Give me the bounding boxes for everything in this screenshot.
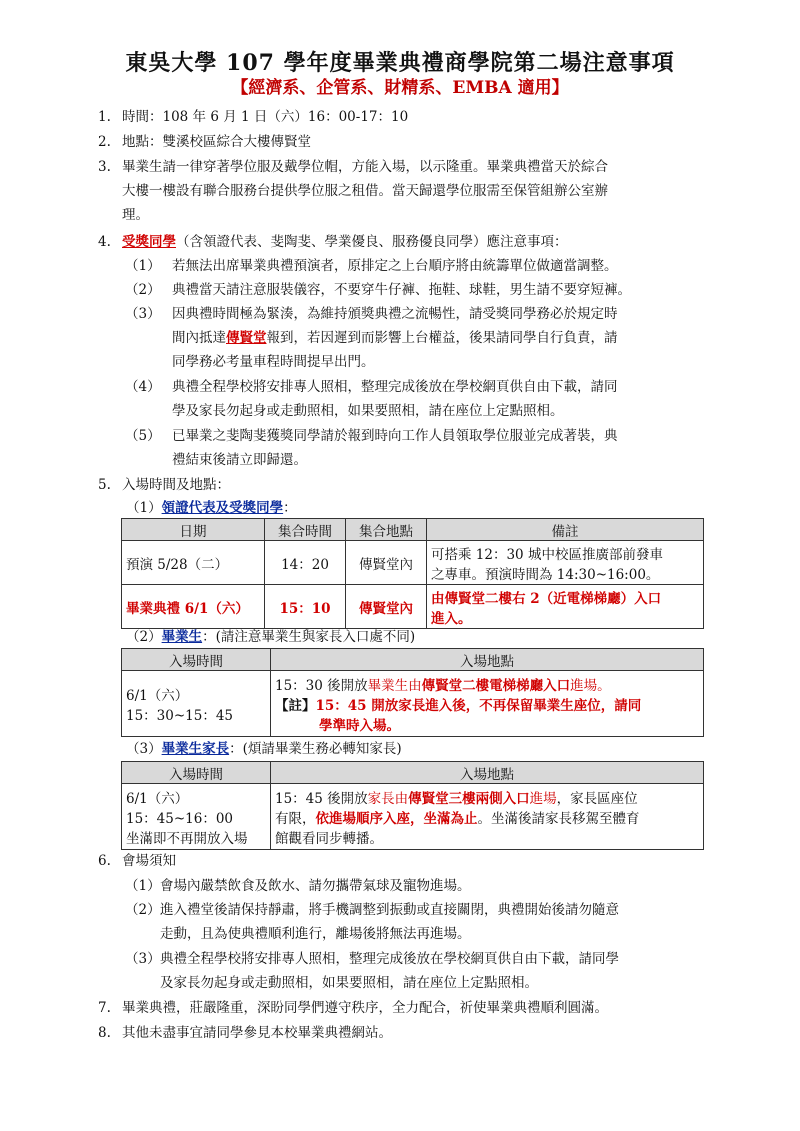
entrance-highlight: 傳賢堂二樓電梯梯廳入口 — [421, 677, 571, 694]
parent-table — [121, 761, 704, 850]
place-part: ，家長區座位 — [556, 790, 638, 807]
section-number: （1） — [126, 500, 162, 516]
sub-number: （1） — [125, 878, 161, 894]
sub-number: （1） — [125, 258, 161, 274]
item-number: 2. — [98, 134, 111, 150]
page-title: 東吳大學 107 學年度畢業典禮商學院第二場注意事項 — [125, 50, 675, 76]
note-line: 由傳賢堂二樓右 2（近電梯梯廳）入口 — [431, 590, 662, 607]
sub-text: 走動，且為使典禮順利進行，離場後將無法再進場。 — [160, 926, 471, 942]
sub-text: 已畢業之斐陶斐獲獎同學請於報到時向工作人員領取學位服並完成著裝，典 — [172, 428, 618, 444]
item-number: 1. — [98, 109, 111, 125]
row-date: 預演 5/28（二） — [122, 541, 265, 585]
table-row — [122, 541, 704, 585]
graduate-table — [121, 648, 704, 737]
sub-text: 進入禮堂後請保持靜肅，將手機調整到振動或直接關閉，典禮開始後請勿隨意 — [160, 902, 619, 918]
page-subtitle: 【經濟系、企管系、財精系、EMBA 適用】 — [231, 78, 569, 98]
item-number: 8. — [98, 1025, 111, 1041]
place-line — [275, 694, 699, 714]
sub-text: 學及家長勿起身或走動照相，如果要照相，請在座位上定點照相。 — [172, 403, 564, 419]
warning-text: 學準時入場。 — [319, 717, 400, 734]
note-line: 之專車。預演時間為 14:30~16:00。 — [431, 566, 660, 583]
col-entry-place: 入場地點 — [271, 762, 704, 784]
table-row — [122, 585, 704, 629]
sub-text: 禮結束後請立即歸還。 — [172, 452, 307, 468]
sub-number: （3） — [125, 306, 161, 322]
table-row — [122, 784, 704, 850]
awardee-label: 受獎同學 — [122, 234, 176, 250]
note-line: 進入。 — [431, 610, 472, 627]
warning-text: 15：45 開放家長進入後，不再保留畢業生座位，請同 — [315, 697, 642, 714]
row-date: 畢業典禮 6/1（六） — [122, 585, 265, 629]
sub-text: 若無法出席畢業典禮預演者，原排定之上台順序將由統籌單位做適當調整。 — [172, 258, 618, 274]
item-gown-line: 理。 — [122, 207, 149, 223]
sub-text-part: 間內抵達 — [172, 330, 226, 346]
row-entry-place — [271, 784, 704, 850]
row-place: 傳賢堂內 — [346, 585, 427, 629]
item-awardee-heading — [122, 233, 568, 251]
item-entry-heading: 入場時間及地點： — [122, 477, 230, 493]
place-line — [275, 787, 699, 807]
row-entry-time — [122, 671, 271, 737]
item-number: 7. — [98, 1000, 111, 1016]
section-number: （2） — [126, 629, 162, 645]
col-note: 備註 — [427, 519, 704, 541]
time-line: 坐滿即不再開放入場 — [126, 830, 248, 847]
time-line: 6/1（六） — [126, 790, 189, 807]
time-line: 6/1（六） — [126, 687, 189, 704]
row-time: 14：20 — [265, 541, 346, 585]
place-part: 有限， — [275, 810, 316, 827]
section-graduate-heading — [126, 628, 415, 646]
section-label: 領證代表及受獎同學 — [161, 500, 284, 516]
table-header-row — [122, 762, 704, 784]
sub-text-part: 報到，若因遲到而影響上台權益，後果請同學自行負責，請 — [266, 330, 618, 346]
sub-text — [172, 329, 618, 347]
sub-text: 同學務必考量車程時間提早出門。 — [172, 354, 375, 370]
item-number: 3. — [98, 159, 111, 175]
item-venue-heading: 會場須知 — [122, 853, 176, 869]
item-location: 地點：雙溪校區綜合大樓傳賢堂 — [122, 134, 311, 150]
table-header-row — [122, 519, 704, 541]
row-entry-time — [122, 784, 271, 850]
place-line: 館觀看同步轉播。 — [275, 830, 383, 847]
item-closing: 畢業典禮，莊嚴隆重，深盼同學們遵守秩序，全力配合，祈使畢業典禮順利圓滿。 — [122, 1000, 608, 1016]
time-line: 15：30~15：45 — [126, 707, 234, 724]
item-website: 其他未盡事宜請同學參見本校畢業典禮網站。 — [122, 1025, 392, 1041]
section-parent-heading — [126, 740, 402, 758]
sub-text: 因典禮時間極為緊湊，為維持頒獎典禮之流暢性，請受獎同學務必於規定時 — [172, 306, 618, 322]
place-part: 15：45 後開放 — [275, 790, 368, 807]
row-note — [427, 585, 704, 629]
place-line — [275, 674, 699, 694]
row-note — [427, 541, 704, 585]
col-entry-time: 入場時間 — [122, 649, 271, 671]
item-gown-line: 畢業生請一律穿著學位服及戴學位帽，方能入場，以示隆重。畢業典禮當天於綜合 — [122, 159, 608, 175]
col-date: 日期 — [122, 519, 265, 541]
table-header-row — [122, 649, 704, 671]
section-colon: ： — [283, 500, 297, 516]
item-gown-line: 大樓一樓設有聯合服務台提供學位服之租借。當天歸還學位服需至保管組辦公室辦 — [122, 183, 608, 199]
section-awardee-heading — [126, 499, 297, 517]
row-place: 傳賢堂內 — [346, 541, 427, 585]
note-tag: 【註】 — [275, 697, 316, 714]
col-place: 集合地點 — [346, 519, 427, 541]
awardee-table — [121, 518, 704, 629]
venue-highlight: 傳賢堂 — [226, 330, 267, 346]
sub-number: （4） — [125, 379, 161, 395]
sub-number: （5） — [125, 428, 161, 444]
place-part: 。坐滿後請家長移駕至體育 — [477, 810, 640, 827]
table-row — [122, 671, 704, 737]
item-time: 時間：108 年 6 月 1 日（六）16：00-17：10 — [122, 109, 409, 125]
place-part: 15：30 後開放 — [275, 677, 368, 694]
place-part: 家長由 — [367, 790, 409, 807]
row-time: 15：10 — [265, 585, 346, 629]
item-number: 5. — [98, 477, 111, 493]
time-line: 15：45~16：00 — [126, 810, 234, 827]
item-number: 6. — [98, 853, 111, 869]
awardee-heading-text: （含領證代表、斐陶斐、學業優良、服務優良同學）應注意事項： — [176, 234, 568, 250]
sub-text: 典禮全程學校將安排專人照相，整理完成後放在學校網頁供自由下載，請同學 — [160, 951, 619, 967]
place-part: 進場 — [529, 790, 557, 807]
sub-number: （2） — [125, 282, 161, 298]
sub-text: 及家長勿起身或走動照相，如果要照相，請在座位上定點照相。 — [160, 975, 538, 991]
note-line: 可搭乘 12：30 城中校區推廣部前發車 — [431, 546, 663, 563]
sub-text: 典禮全程學校將安排專人照相，整理完成後放在學校網頁供自由下載，請同 — [172, 379, 618, 395]
section-label: 畢業生 — [161, 629, 203, 645]
sub-text: 會場內嚴禁飲食及飲水、請勿攜帶氣球及寵物進場。 — [160, 878, 471, 894]
item-number: 4. — [98, 234, 111, 250]
entrance-highlight: 傳賢堂三樓兩側入口 — [408, 790, 530, 807]
section-note: ：(請注意畢業生與家長入口處不同) — [202, 629, 416, 645]
col-entry-place: 入場地點 — [271, 649, 704, 671]
place-part: 畢業生由 — [367, 677, 422, 694]
place-line — [275, 807, 699, 827]
col-time: 集合時間 — [265, 519, 346, 541]
place-part: 進場。 — [570, 677, 611, 694]
section-number: （3） — [126, 741, 162, 757]
sub-text: 典禮當天請注意服裝儀容，不要穿牛仔褲、拖鞋、球鞋，男生請不要穿短褲。 — [172, 282, 631, 298]
section-label: 畢業生家長 — [161, 741, 230, 757]
section-note: ：(煩請畢業生務必轉知家長) — [229, 741, 402, 757]
sub-number: （3） — [125, 951, 161, 967]
sub-number: （2） — [125, 902, 161, 918]
row-entry-place — [271, 671, 704, 737]
col-entry-time: 入場時間 — [122, 762, 271, 784]
warning-text: 依進場順序入座，坐滿為止 — [315, 810, 478, 827]
